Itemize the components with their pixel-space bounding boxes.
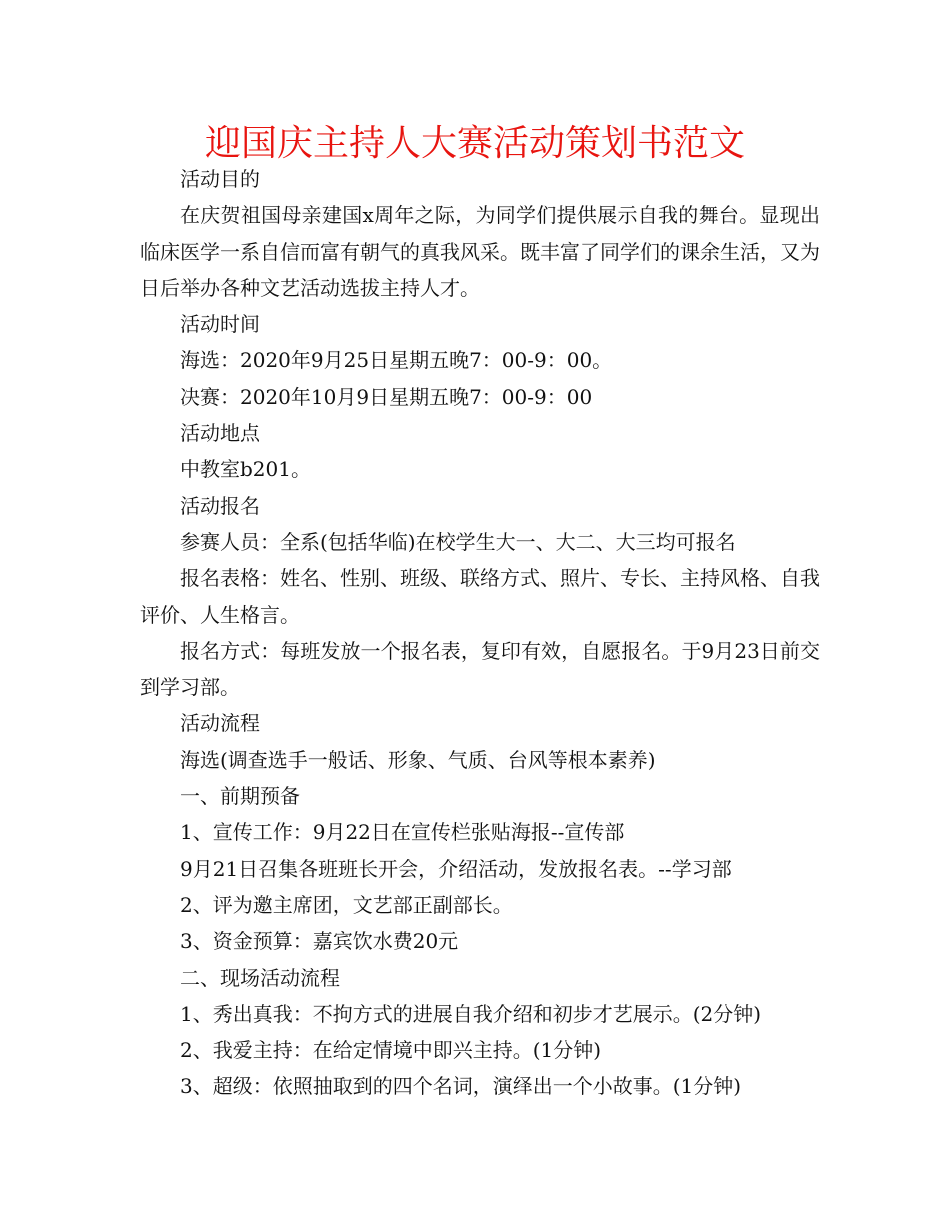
paragraph-step-1: 1、秀出真我：不拘方式的进展自我介绍和初步才艺展示。(2分钟) bbox=[180, 1001, 762, 1026]
paragraph-form: 报名表格：姓名、性别、班级、联络方式、照片、专长、主持风格、自我评价、人生格言。 bbox=[140, 566, 820, 627]
paragraph-meeting: 9月21日召集各班班长开会，介绍活动，发放报名表。--学习部 bbox=[180, 856, 732, 881]
document-body bbox=[140, 161, 820, 1105]
paragraph-step-3: 3、超级：依照抽取到的四个名词，演绎出一个小故事。(1分钟) bbox=[180, 1074, 742, 1099]
paragraph-purpose-heading: 活动目的 bbox=[180, 167, 260, 191]
paragraph-location-heading: 活动地点 bbox=[180, 421, 260, 446]
paragraph-purpose: 在庆贺祖国母亲建国x周年之际，为同学们提供展示自我的舞台。显现出临床医学一系自信而富有朝气的真我风采。既丰富了同学们的课余生活，又为日后举办各种文艺活动选拔主持人才。 bbox=[140, 203, 820, 300]
paragraph-preliminary: 海选(调查选手一般话、形象、气质、台风等根本素养) bbox=[180, 747, 656, 772]
document-title: 迎国庆主持人大赛活动策划书范文 bbox=[204, 123, 745, 164]
paragraph-registration-heading: 活动报名 bbox=[180, 493, 260, 518]
paragraph-judges: 2、评为邀主席团，文艺部正副部长。 bbox=[180, 892, 513, 917]
paragraph-final-time: 决赛：2020年10月9日星期五晚7：00-9：00 bbox=[180, 384, 593, 409]
paragraph-process-heading: 活动流程 bbox=[180, 711, 260, 736]
paragraph-time-heading: 活动时间 bbox=[180, 312, 260, 337]
paragraph-onsite-heading: 二、现场活动流程 bbox=[180, 965, 340, 990]
paragraph-budget: 3、资金预算：嘉宾饮水费20元 bbox=[180, 929, 459, 954]
paragraph-location: 中教室b201。 bbox=[180, 457, 311, 482]
paragraph-method: 报名方式：每班发放一个报名表，复印有效，自愿报名。于9月23日前交到学习部。 bbox=[140, 638, 820, 700]
paragraph-step-2: 2、我爱主持：在给定情境中即兴主持。(1分钟) bbox=[180, 1038, 602, 1063]
paragraph-preliminary-time: 海选：2020年9月25日星期五晚7：00-9：00。 bbox=[180, 348, 613, 373]
paragraph-publicity: 1、宣传工作：9月22日在宣传栏张贴海报--宣传部 bbox=[180, 820, 625, 845]
paragraph-participants: 参赛人员：全系(包括华临)在校学生大一、大二、大三均可报名 bbox=[180, 529, 736, 554]
paragraph-preparation: 一、前期预备 bbox=[180, 784, 300, 809]
